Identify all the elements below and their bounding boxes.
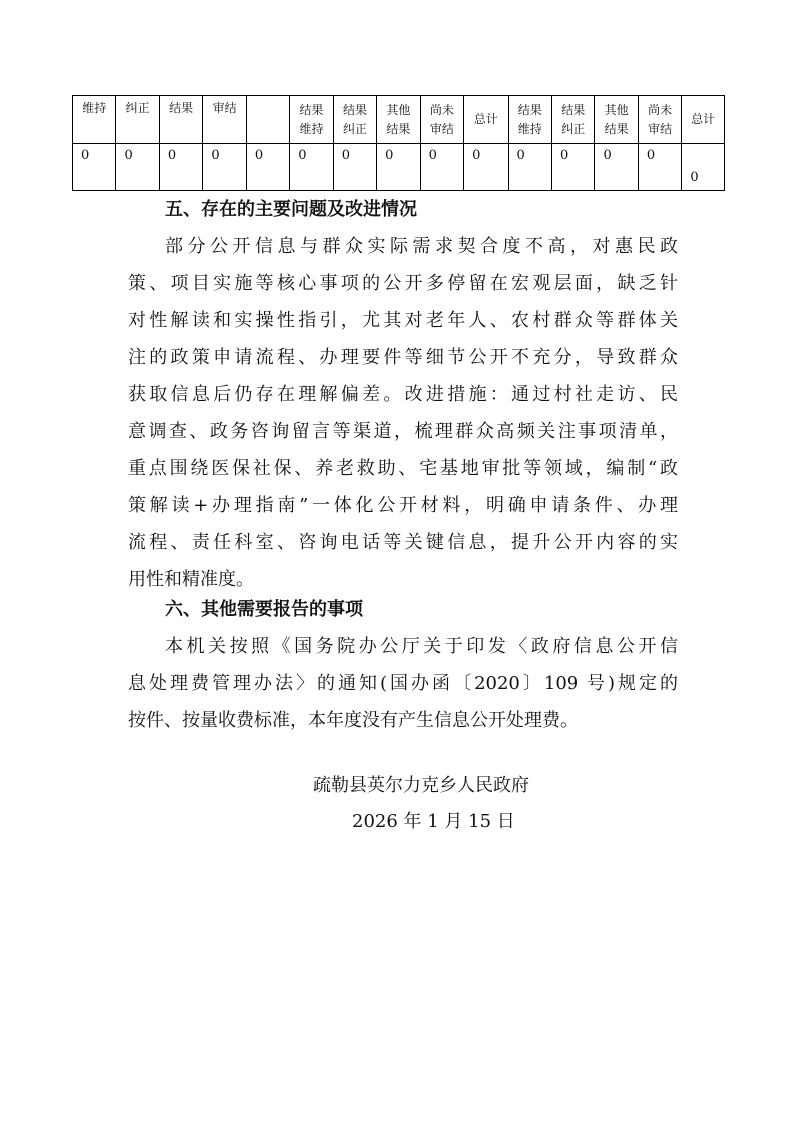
table-header-text: 审结 <box>648 121 673 136</box>
table-value-cell: 0 <box>464 144 508 191</box>
table-header-cell <box>595 96 638 144</box>
paragraph-line: 策解读+办理指南”一体化公开材料，明确申请条件、办理 <box>128 495 678 516</box>
table-value-cell: 0 <box>73 144 116 191</box>
table-header-text: 结果 <box>517 102 542 117</box>
table-header-cell <box>464 96 508 144</box>
section6-paragraph <box>128 628 678 739</box>
table-value-cell: 0 <box>377 144 420 191</box>
table-header-cell <box>638 96 681 144</box>
paragraph-line: 息处理费管理办法〉的通知(国办函〔2020〕109 号)规定的 <box>128 673 678 694</box>
paragraph-line: 意调查、政务咨询留言等渠道，梳理群众高频关注事项清单， <box>128 421 678 442</box>
table-value-cell: 0 <box>552 144 595 191</box>
paragraph-line: 对性解读和实操性指引，尤其对老年人、农村群众等群体关 <box>128 310 678 331</box>
table-header-text: 其他 <box>386 102 411 117</box>
table-header-cell <box>73 96 116 144</box>
table-value-cell: 0 <box>638 144 681 191</box>
stats-table <box>72 95 725 191</box>
table-value-cell: 0 <box>420 144 463 191</box>
table-header-cell <box>508 96 551 144</box>
paragraph-line: 策、项目实施等核心事项的公开多停留在宏观层面，缺乏针 <box>128 273 678 294</box>
table-value-row <box>73 144 725 191</box>
table-header-text: 尚未 <box>429 102 454 117</box>
table-header-text: 结果 <box>342 102 367 117</box>
table-header-cell <box>682 96 725 144</box>
paragraph-line: 本机关按照《国务院办公厅关于印发〈政府信息公开信 <box>165 636 678 657</box>
table-header-cell <box>552 96 595 144</box>
table-header-row <box>73 96 725 144</box>
table-value-cell: 0 <box>116 144 159 191</box>
table-header-text: 总计 <box>473 112 498 126</box>
table-value-cell: 0 <box>595 144 638 191</box>
table-header-text: 维持 <box>299 121 324 136</box>
table-header-text: 维持 <box>82 101 107 115</box>
table-header-text: 结果 <box>169 101 194 115</box>
table-header-text: 结果 <box>604 121 629 136</box>
table-value-cell: 0 <box>290 144 333 191</box>
table-header-text: 纠正 <box>561 121 586 136</box>
signature-date: 2026 年 1 月 15 日 <box>352 811 515 832</box>
table-header-text: 结果 <box>299 102 324 117</box>
table-value-cell: 0 <box>159 144 202 191</box>
table-header-cell <box>420 96 463 144</box>
table-header-text: 审结 <box>212 101 237 115</box>
paragraph-line: 按件、按量收费标准，本年度没有产生信息公开处理费。 <box>128 710 578 731</box>
paragraph-line: 部分公开信息与群众实际需求契合度不高，对惠民政 <box>165 236 678 257</box>
table-header-cell <box>159 96 202 144</box>
paragraph-line: 用性和精准度。 <box>128 569 254 590</box>
table-header-text: 审结 <box>429 121 454 136</box>
table-header-text: 其他 <box>604 102 629 117</box>
section5-paragraph <box>128 228 678 598</box>
table-header-text: 结果 <box>561 102 586 117</box>
table-header-cell <box>246 96 289 144</box>
table-value-cell: 0 <box>246 144 289 191</box>
table-value-cell: 0 <box>203 144 246 191</box>
section6-heading: 六、其他需要报告的事项 <box>165 599 363 620</box>
table-header-text: 纠正 <box>342 121 367 136</box>
table-header-text: 纠正 <box>125 101 150 115</box>
table-header-cell <box>377 96 420 144</box>
table-header-cell <box>116 96 159 144</box>
table-value-cell: 0 <box>682 144 725 191</box>
table-header-cell <box>203 96 246 144</box>
table-header-text: 总计 <box>691 112 716 126</box>
table-header-text: 维持 <box>517 121 542 136</box>
paragraph-line: 流程、责任科室、咨询电话等关键信息，提升公开内容的实 <box>128 532 678 553</box>
table-header-cell <box>333 96 376 144</box>
table-value-cell: 0 <box>333 144 376 191</box>
table-value-cell: 0 <box>508 144 551 191</box>
table-header-text: 尚未 <box>648 102 673 117</box>
paragraph-line: 重点围绕医保社保、养老救助、宅基地审批等领域，编制“政 <box>128 458 678 479</box>
signature-org: 疏勒县英尔力克乡人民政府 <box>313 775 529 796</box>
table-header-text: 结果 <box>386 121 411 136</box>
paragraph-line: 注的政策申请流程、办理要件等细节公开不充分，导致群众 <box>128 347 678 368</box>
table-header-cell <box>290 96 333 144</box>
paragraph-line: 获取信息后仍存在理解偏差。改进措施：通过村社走访、民 <box>128 384 678 405</box>
section5-heading: 五、存在的主要问题及改进情况 <box>165 199 417 220</box>
